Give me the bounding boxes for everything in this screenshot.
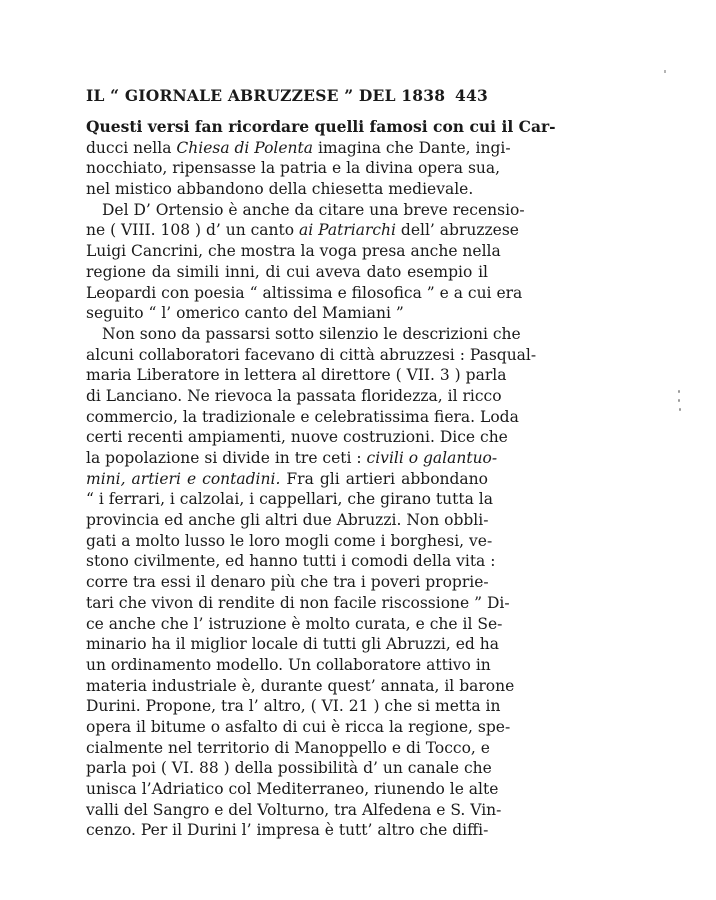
text-line: gati a molto lusso le loro mogli come i borghesi, ve-: [86, 531, 493, 550]
page-number: 443: [455, 86, 488, 105]
text-line: cenzo. Per il Durini l’ impresa è tutt’ altro che diffi-: [86, 821, 489, 840]
text-line: [86, 138, 511, 159]
text-line: nel mistico abbandono della chiesetta medievale.: [86, 180, 474, 199]
body-text: [86, 117, 556, 841]
text-line: [86, 469, 488, 490]
text-segment: ne ( VIII. 108 ) d’ un canto: [86, 221, 300, 240]
text-line: materia industriale è, durante quest’ annata, il barone: [86, 676, 515, 695]
text-line: maria Liberatore in lettera al direttore ( VII. 3 ) parla: [86, 366, 507, 385]
text-line: parla poi ( VI. 88 ) della possibilità d’ un canale che: [86, 759, 492, 778]
italic-text: mini, artieri e contadini.: [86, 469, 281, 488]
text-line: provincia ed anche gli altri due Abruzzi. Non obbli-: [86, 511, 489, 530]
text-line: Leopardi con poesia “ altissima e filosofica ” e a cui era: [86, 283, 523, 302]
italic-text: Chiesa di Polenta: [176, 138, 314, 157]
text-line: corre tra essi il denaro più che tra i poveri proprie-: [86, 573, 489, 592]
text-line: seguito “ l’ omerico canto del Mamiani ”: [86, 304, 404, 323]
text-line: alcuni collaboratori facevano di città abruzzesi : Pasqual-: [86, 345, 537, 364]
text-line: tari che vivon di rendite di non facile riscossione ” Di-: [86, 593, 510, 612]
text-line: Luigi Cancrini, che mostra la voga presa anche nella: [86, 242, 501, 261]
text-line: [86, 220, 519, 241]
text-line: un ordinamento modello. Un collaboratore attivo in: [86, 655, 491, 674]
italic-text: ai Patriarchi: [299, 221, 396, 240]
text-segment: ducci nella: [86, 138, 177, 157]
text-line: “ i ferrari, i calzolai, i cappellari, che girano tutta la: [86, 490, 493, 509]
text-line: cialmente nel territorio di Manoppello e di Tocco, e: [86, 738, 490, 757]
text-line: certi recenti ampiamenti, nuove costruzioni. Dice che: [86, 428, 508, 447]
text-line: valli del Sangro e del Volturno, tra Alfedena e S. Vin-: [86, 800, 502, 819]
text-line: stono civilmente, ed hanno tutti i comodi della vita :: [86, 552, 496, 571]
running-head-title: IL “ GIORNALE ABRUZZESE ” DEL 1838: [86, 86, 446, 105]
text-segment: la popolazione si divide in tre ceti :: [86, 449, 367, 467]
scan-specks: [676, 390, 684, 420]
text-line: Non sono da passarsi sotto silenzio le descrizioni che: [102, 324, 521, 343]
running-head: [86, 86, 488, 108]
text-line: Durini. Propone, tra l’ altro, ( VI. 21 ) che si metta in: [86, 697, 501, 716]
scan-speck: [664, 70, 666, 73]
text-line: minario ha il miglior locale di tutti gli Abruzzi, ed ha: [86, 635, 499, 654]
text-line: regione da simili inni, di cui aveva dato esempio il: [86, 262, 488, 281]
text-segment: Fra gli artieri abbondano: [280, 469, 488, 488]
text-line: nocchiato, ripensasse la patria e la divina opera sua,: [86, 159, 501, 178]
text-line: opera il bitume o asfalto di cui è ricca la regione, spe-: [86, 717, 511, 736]
text-line: Del D’ Ortensio è anche da citare una breve recensio-: [102, 200, 525, 219]
text-line: unisca l’Adriatico col Mediterraneo, riunendo le alte: [86, 780, 499, 798]
italic-text: civili o galantuo-: [366, 449, 498, 467]
text-line: ce anche che l’ istruzione è molto curata, e che il Se-: [86, 614, 503, 633]
text-line: [86, 448, 498, 469]
text-segment: dell’ abruzzese: [396, 221, 519, 240]
text-line: di Lanciano. Ne rievoca la passata floridezza, il ricco: [86, 386, 502, 405]
text-line: commercio, la tradizionale e celebratissima fiera. Loda: [86, 407, 519, 426]
text-line: Questi versi fan ricordare quelli famosi con cui il Car-: [86, 117, 556, 136]
text-segment: imagina che Dante, ingi-: [313, 138, 511, 157]
